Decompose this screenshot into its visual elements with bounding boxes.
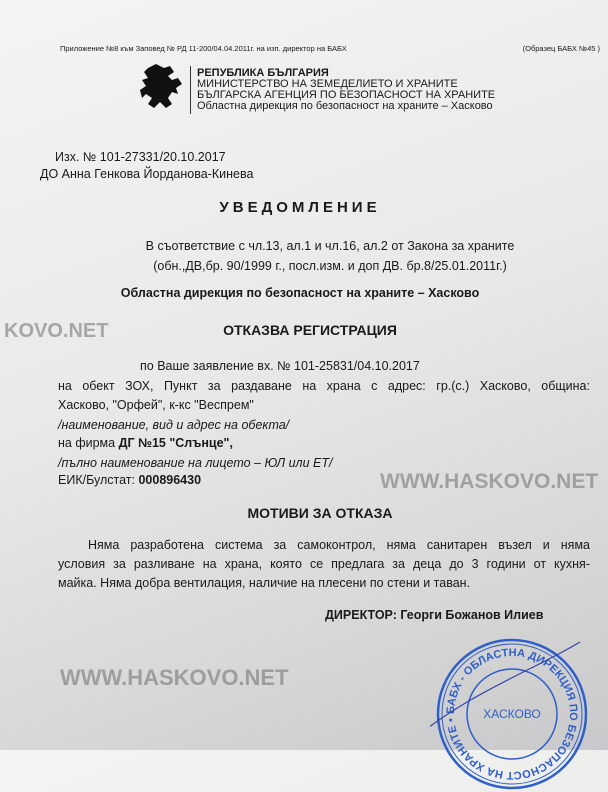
institution-agency: БЪЛГАРСКА АГЕНЦИЯ ПО БЕЗОПАСНОСТ НА ХРАНИТЕ xyxy=(197,89,496,101)
watermark-diagonal: WWW.HASKOVO.NET xyxy=(60,665,289,690)
reasons-line-2: условия за разливане на храна, която се предлага за деца до 3 години от кухня- xyxy=(58,557,590,571)
document-title: УВЕДОМЛЕНИЕ xyxy=(219,199,381,216)
reasons-title: МОТИВИ ЗА ОТКАЗА xyxy=(247,505,393,521)
header-divider xyxy=(190,66,191,114)
application-ref: по Ваше заявление вх. № 101-25831/04.10.2017 xyxy=(140,359,420,373)
form-code: (Образец БАБХ №45 ) xyxy=(522,44,600,53)
official-stamp xyxy=(430,632,600,792)
firm-prefix: на фирма xyxy=(58,436,119,450)
addressee: ДО Анна Генкова Йорданова-Кинева xyxy=(40,167,254,181)
annex-line: Приложение №8 към Заповед № РД 11-200/04.04.2011г. на изп. директор на БАБХ xyxy=(60,44,347,53)
institution-directorate: Областна дирекция по безопасност на храните – Хасково xyxy=(197,100,493,112)
stamp-ring-text: БАБХ - ОБЛАСТНА ДИРЕКЦИЯ ПО БЕЗОПАСНОСТ НА ХРАНИТЕ • xyxy=(444,646,580,782)
firm-hint: /пълно наименование на лицето – ЮЛ или ЕТ/ xyxy=(58,456,333,470)
eik-label: ЕИК/Булстат: xyxy=(58,473,139,487)
object-hint: /наименование, вид и адрес на обекта/ xyxy=(58,418,290,432)
institution-republic: РЕПУБЛИКА БЪЛГАРИЯ xyxy=(197,67,329,79)
object-line-2: Хасково, "Орфей", к-кс "Веспрем" xyxy=(58,398,254,412)
eik-value: 000896430 xyxy=(138,473,202,487)
decision: ОТКАЗВА РЕГИСТРАЦИЯ xyxy=(223,322,397,338)
institution-ministry: МИНИСТЕРСТВО НА ЗЕМЕДЕЛИЕТО И ХРАНИТЕ xyxy=(197,78,458,90)
outgoing-number: Изх. № 101-27331/20.10.2017 xyxy=(55,150,226,164)
eik-line xyxy=(58,473,201,487)
watermark-center: WWW.HASKOVO.NET xyxy=(380,470,599,493)
reasons-line-1: Няма разработена система за самоконтрол, няма санитарен възел и няма xyxy=(88,538,590,552)
firm-name: ДГ №15 "Слънце", xyxy=(118,436,233,450)
signature-line: ДИРЕКТОР: Георги Божанов Илиев xyxy=(325,608,544,622)
watermark-left: KOVO.NET xyxy=(4,320,109,342)
lion-emblem-icon xyxy=(138,62,186,110)
firm-line xyxy=(58,436,233,450)
legal-basis-1: В съответствие с чл.13, ал.1 и чл.16, ал.2 от Закона за храните xyxy=(145,239,515,253)
object-line-1: на обект ЗОХ, Пункт за раздаване на храна с адрес: гр.(с.) Хасково, община: xyxy=(58,379,590,393)
issuer: Областна дирекция по безопасност на храните – Хасково xyxy=(120,286,480,300)
reasons-line-3: майка. Няма добра вентилация, наличие на плесени по стени и таван. xyxy=(58,576,471,590)
legal-basis-2: (обн.,ДВ,бр. 90/1999 г., посл.изм. и доп ДВ. бр.8/25.01.2011г.) xyxy=(153,259,507,273)
stamp-center-text: ХАСКОВО xyxy=(483,707,541,721)
